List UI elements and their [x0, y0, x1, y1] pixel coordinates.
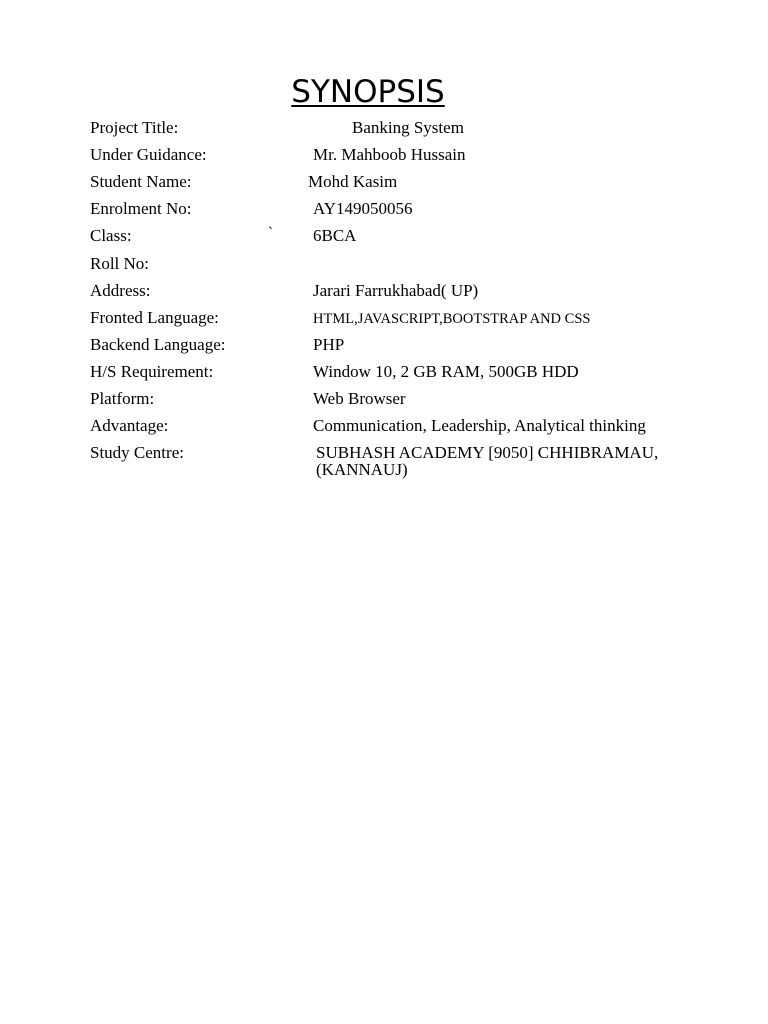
field-value: 6BCA [313, 226, 357, 245]
field-label: Platform: [90, 389, 155, 408]
field-label: Address: [90, 281, 151, 300]
field-value: Mr. Mahboob Hussain [313, 145, 466, 164]
field-hs-requirement [0, 360, 768, 386]
field-label: Backend Language: [90, 335, 226, 354]
field-roll-no [0, 252, 768, 278]
field-study-centre [0, 441, 768, 479]
field-label: Class: [90, 226, 132, 245]
field-advantage [0, 414, 768, 440]
field-label: Roll No: [90, 254, 150, 273]
field-value: PHP [313, 335, 345, 354]
field-platform [0, 387, 768, 413]
field-address [0, 279, 768, 305]
field-label: Study Centre: [90, 443, 184, 462]
field-label: H/S Requirement: [90, 362, 214, 381]
field-value: Jarari Farrukhabad( UP) [313, 281, 479, 300]
field-value: Mohd Kasim [308, 172, 398, 191]
field-value: HTML,JAVASCRIPT,BOOTSTRAP AND CSS [313, 311, 591, 327]
field-student-name [0, 170, 768, 196]
field-value: Web Browser [313, 389, 406, 408]
field-label: Fronted Language: [90, 308, 219, 327]
field-value: Communication, Leadership, Analytical thinking [313, 416, 646, 435]
field-frontend-language [0, 306, 768, 332]
field-value: Banking System [352, 118, 464, 137]
field-class [0, 224, 768, 250]
field-value: SUBHASH ACADEMY [9050] CHHIBRAMAU, (KANNAUJ) [316, 443, 659, 479]
field-label: Advantage: [90, 416, 169, 435]
document-title: SYNOPSIS [291, 74, 445, 110]
field-label: Under Guidance: [90, 145, 207, 164]
backtick-mark: ` [268, 225, 273, 241]
field-enrolment [0, 197, 768, 223]
field-label: Project Title: [90, 118, 179, 137]
field-label: Student Name: [90, 172, 192, 191]
field-value: Window 10, 2 GB RAM, 500GB HDD [313, 362, 579, 381]
field-label: Enrolment No: [90, 199, 192, 218]
field-value: AY149050056 [313, 199, 413, 218]
field-guidance [0, 143, 768, 169]
field-backend-language [0, 333, 768, 359]
field-project-title [0, 116, 768, 142]
